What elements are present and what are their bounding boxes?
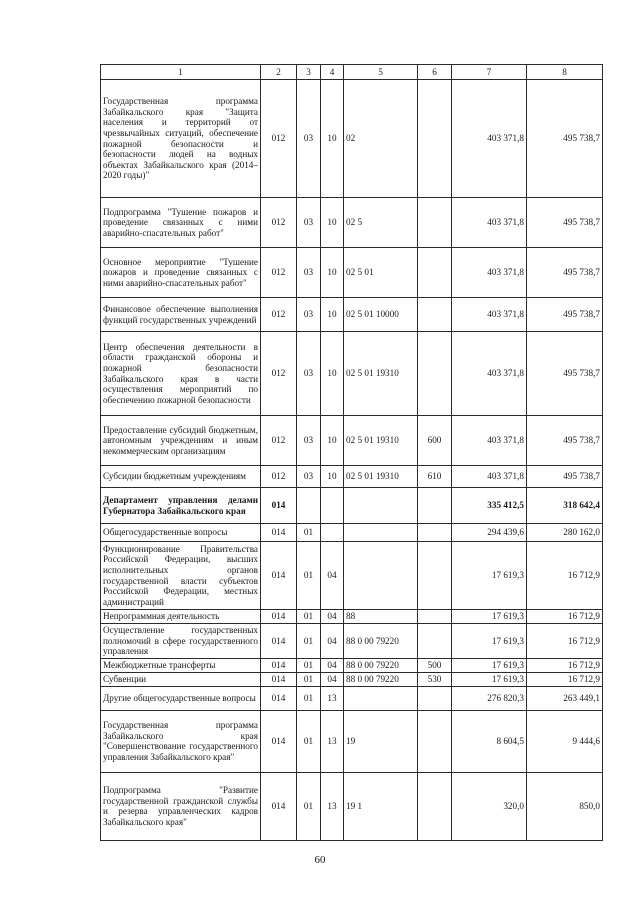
cell-amount-year1: 17 619,3: [452, 672, 527, 686]
cell-admin-code: 012: [261, 198, 297, 248]
cell-expense-type: [418, 710, 452, 772]
cell-subsection: 13: [321, 772, 344, 840]
cell-subsection: 10: [321, 248, 344, 298]
cell-subsection: 04: [321, 672, 344, 686]
cell-admin-code: 014: [261, 772, 297, 840]
cell-subsection: 04: [321, 624, 344, 659]
cell-name: Функционирование Правительства Российской Федерации, высших исполнительных органов государственной власти субъектов Российской Федерации, местных администраций: [101, 542, 261, 610]
cell-section: 01: [297, 686, 321, 710]
cell-subsection: 04: [321, 610, 344, 624]
cell-section: 03: [297, 416, 321, 466]
cell-name: Центр обеспечения деятельности в области гражданской обороны и пожарной безопасности Забайкальского края в части осуществления мероприятий по обеспечению пожарной безопасности: [101, 332, 261, 416]
cell-expense-type: [418, 624, 452, 659]
cell-amount-year2: 16 712,9: [527, 610, 603, 624]
budget-table: [100, 64, 603, 841]
cell-amount-year2: 9 444,6: [527, 710, 603, 772]
cell-amount-year2: 16 712,9: [527, 672, 603, 686]
cell-subsection: 10: [321, 466, 344, 488]
cell-admin-code: 012: [261, 298, 297, 332]
cell-admin-code: 014: [261, 624, 297, 659]
cell-expense-type: 600: [418, 416, 452, 466]
cell-target-article: 02 5 01: [344, 248, 418, 298]
cell-amount-year1: 8 604,5: [452, 710, 527, 772]
col-header-3: 3: [297, 65, 321, 80]
cell-subsection: 04: [321, 542, 344, 610]
cell-expense-type: [418, 610, 452, 624]
cell-target-article: 02 5 01 19310: [344, 466, 418, 488]
cell-section: 03: [297, 298, 321, 332]
cell-expense-type: [418, 488, 452, 524]
cell-section: 01: [297, 710, 321, 772]
col-header-4: 4: [321, 65, 344, 80]
table-row: [101, 416, 603, 466]
cell-amount-year1: 335 412,5: [452, 488, 527, 524]
cell-subsection: 10: [321, 298, 344, 332]
cell-admin-code: 012: [261, 332, 297, 416]
cell-admin-code: 014: [261, 524, 297, 542]
cell-expense-type: [418, 80, 452, 198]
cell-amount-year2: 495 738,7: [527, 298, 603, 332]
cell-name: Подпрограмма "Тушение пожаров и проведение связанных с ними аварийно-спасательных работ": [101, 198, 261, 248]
cell-name: Субсидии бюджетным учреждениям: [101, 466, 261, 488]
cell-target-article: [344, 686, 418, 710]
cell-amount-year2: 263 449,1: [527, 686, 603, 710]
cell-expense-type: 530: [418, 672, 452, 686]
cell-amount-year2: 495 738,7: [527, 248, 603, 298]
cell-subsection: 10: [321, 416, 344, 466]
cell-admin-code: 014: [261, 542, 297, 610]
col-header-2: 2: [261, 65, 297, 80]
cell-section: 03: [297, 248, 321, 298]
cell-target-article: 02 5 01 10000: [344, 298, 418, 332]
cell-name: Основное мероприятие "Тушение пожаров и проведение связанных с ними аварийно-спасательных работ": [101, 248, 261, 298]
cell-target-article: 88 0 00 79220: [344, 658, 418, 672]
cell-amount-year2: 280 162,0: [527, 524, 603, 542]
cell-expense-type: [418, 298, 452, 332]
cell-target-article: 88: [344, 610, 418, 624]
col-header-7: 7: [452, 65, 527, 80]
cell-name: Предоставление субсидий бюджетным, автономным учреждениям и иным некоммерческим организациям: [101, 416, 261, 466]
cell-amount-year1: 403 371,8: [452, 298, 527, 332]
table-row: [101, 80, 603, 198]
cell-name: Государственная программа Забайкальского края "Совершенствование государственного управления Забайкальского края": [101, 710, 261, 772]
table-row: [101, 772, 603, 840]
cell-admin-code: 012: [261, 80, 297, 198]
cell-target-article: 88 0 00 79220: [344, 672, 418, 686]
cell-expense-type: [418, 542, 452, 610]
cell-subsection: [321, 488, 344, 524]
table-row: [101, 624, 603, 659]
cell-section: 03: [297, 332, 321, 416]
cell-expense-type: [418, 524, 452, 542]
cell-target-article: [344, 488, 418, 524]
cell-amount-year2: 495 738,7: [527, 416, 603, 466]
cell-amount-year2: 495 738,7: [527, 80, 603, 198]
cell-amount-year1: 403 371,8: [452, 198, 527, 248]
cell-section: 01: [297, 672, 321, 686]
cell-name: Общегосударственные вопросы: [101, 524, 261, 542]
cell-name: Другие общегосударственные вопросы: [101, 686, 261, 710]
cell-subsection: 10: [321, 198, 344, 248]
page-number: 60: [314, 854, 326, 866]
table-row: [101, 710, 603, 772]
cell-name: Непрограммная деятельность: [101, 610, 261, 624]
cell-section: 03: [297, 198, 321, 248]
cell-amount-year1: 294 439,6: [452, 524, 527, 542]
table-row: [101, 466, 603, 488]
table-row: [101, 610, 603, 624]
cell-amount-year2: 16 712,9: [527, 624, 603, 659]
cell-name: Финансовое обеспечение выполнения функций государственных учреждений: [101, 298, 261, 332]
cell-target-article: 19: [344, 710, 418, 772]
cell-subsection: 10: [321, 80, 344, 198]
col-header-1: 1: [101, 65, 261, 80]
table-row: [101, 332, 603, 416]
cell-expense-type: [418, 332, 452, 416]
col-header-5: 5: [344, 65, 418, 80]
cell-target-article: 02: [344, 80, 418, 198]
table-row: [101, 298, 603, 332]
cell-expense-type: [418, 248, 452, 298]
cell-amount-year1: 17 619,3: [452, 542, 527, 610]
cell-amount-year2: 495 738,7: [527, 332, 603, 416]
cell-section: 01: [297, 524, 321, 542]
cell-name: Осуществление государственных полномочий в сфере государственного управления: [101, 624, 261, 659]
cell-expense-type: [418, 686, 452, 710]
table-row: [101, 198, 603, 248]
header-row: [101, 65, 603, 80]
cell-section: 01: [297, 658, 321, 672]
cell-subsection: 13: [321, 686, 344, 710]
cell-section: 03: [297, 80, 321, 198]
cell-expense-type: 500: [418, 658, 452, 672]
cell-amount-year1: 17 619,3: [452, 658, 527, 672]
cell-target-article: 02 5 01 19310: [344, 332, 418, 416]
cell-target-article: 02 5 01 19310: [344, 416, 418, 466]
cell-section: [297, 488, 321, 524]
cell-expense-type: [418, 198, 452, 248]
cell-amount-year1: 403 371,8: [452, 466, 527, 488]
cell-target-article: 19 1: [344, 772, 418, 840]
cell-subsection: 13: [321, 710, 344, 772]
cell-amount-year2: 16 712,9: [527, 658, 603, 672]
cell-name: Подпрограмма "Развитие государственной гражданской службы и резерва управленческих кадров Забайкальского края": [101, 772, 261, 840]
table-row: [101, 542, 603, 610]
cell-amount-year2: 495 738,7: [527, 198, 603, 248]
cell-amount-year2: 318 642,4: [527, 488, 603, 524]
cell-amount-year2: 495 738,7: [527, 466, 603, 488]
cell-admin-code: 014: [261, 658, 297, 672]
col-header-6: 6: [418, 65, 452, 80]
cell-admin-code: 012: [261, 248, 297, 298]
cell-admin-code: 014: [261, 488, 297, 524]
cell-name: Субвенции: [101, 672, 261, 686]
cell-amount-year1: 17 619,3: [452, 624, 527, 659]
cell-subsection: [321, 524, 344, 542]
cell-target-article: [344, 542, 418, 610]
cell-section: 01: [297, 542, 321, 610]
cell-target-article: [344, 524, 418, 542]
cell-expense-type: [418, 772, 452, 840]
cell-target-article: 88 0 00 79220: [344, 624, 418, 659]
cell-amount-year1: 17 619,3: [452, 610, 527, 624]
cell-admin-code: 012: [261, 416, 297, 466]
cell-subsection: 04: [321, 658, 344, 672]
cell-admin-code: 014: [261, 710, 297, 772]
cell-name: Межбюджетные трансферты: [101, 658, 261, 672]
table-row: [101, 524, 603, 542]
cell-subsection: 10: [321, 332, 344, 416]
cell-amount-year1: 403 371,8: [452, 80, 527, 198]
cell-amount-year1: 403 371,8: [452, 416, 527, 466]
cell-amount-year1: 320,0: [452, 772, 527, 840]
cell-admin-code: 012: [261, 466, 297, 488]
table-row: [101, 672, 603, 686]
table-row: [101, 686, 603, 710]
cell-section: 01: [297, 772, 321, 840]
cell-amount-year2: 16 712,9: [527, 542, 603, 610]
cell-name: Департамент управления делами Губернатора Забайкальского края: [101, 488, 261, 524]
cell-expense-type: 610: [418, 466, 452, 488]
cell-amount-year1: 403 371,8: [452, 332, 527, 416]
cell-amount-year1: 403 371,8: [452, 248, 527, 298]
table-row: [101, 248, 603, 298]
cell-section: 01: [297, 610, 321, 624]
table-row: [101, 488, 603, 524]
cell-target-article: 02 5: [344, 198, 418, 248]
table-row: [101, 658, 603, 672]
col-header-8: 8: [527, 65, 603, 80]
cell-amount-year1: 276 820,3: [452, 686, 527, 710]
table-body: [101, 80, 603, 841]
cell-admin-code: 014: [261, 686, 297, 710]
cell-section: 03: [297, 466, 321, 488]
cell-admin-code: 014: [261, 672, 297, 686]
cell-name: Государственная программа Забайкальского края "Защита населения и территорий от чрезвычайных ситуаций, обеспечение пожарной безопасности и безопасности людей на водных объектах Забайкальского края (2014–2020 годы)": [101, 80, 261, 198]
cell-amount-year2: 850,0: [527, 772, 603, 840]
cell-admin-code: 014: [261, 610, 297, 624]
cell-section: 01: [297, 624, 321, 659]
